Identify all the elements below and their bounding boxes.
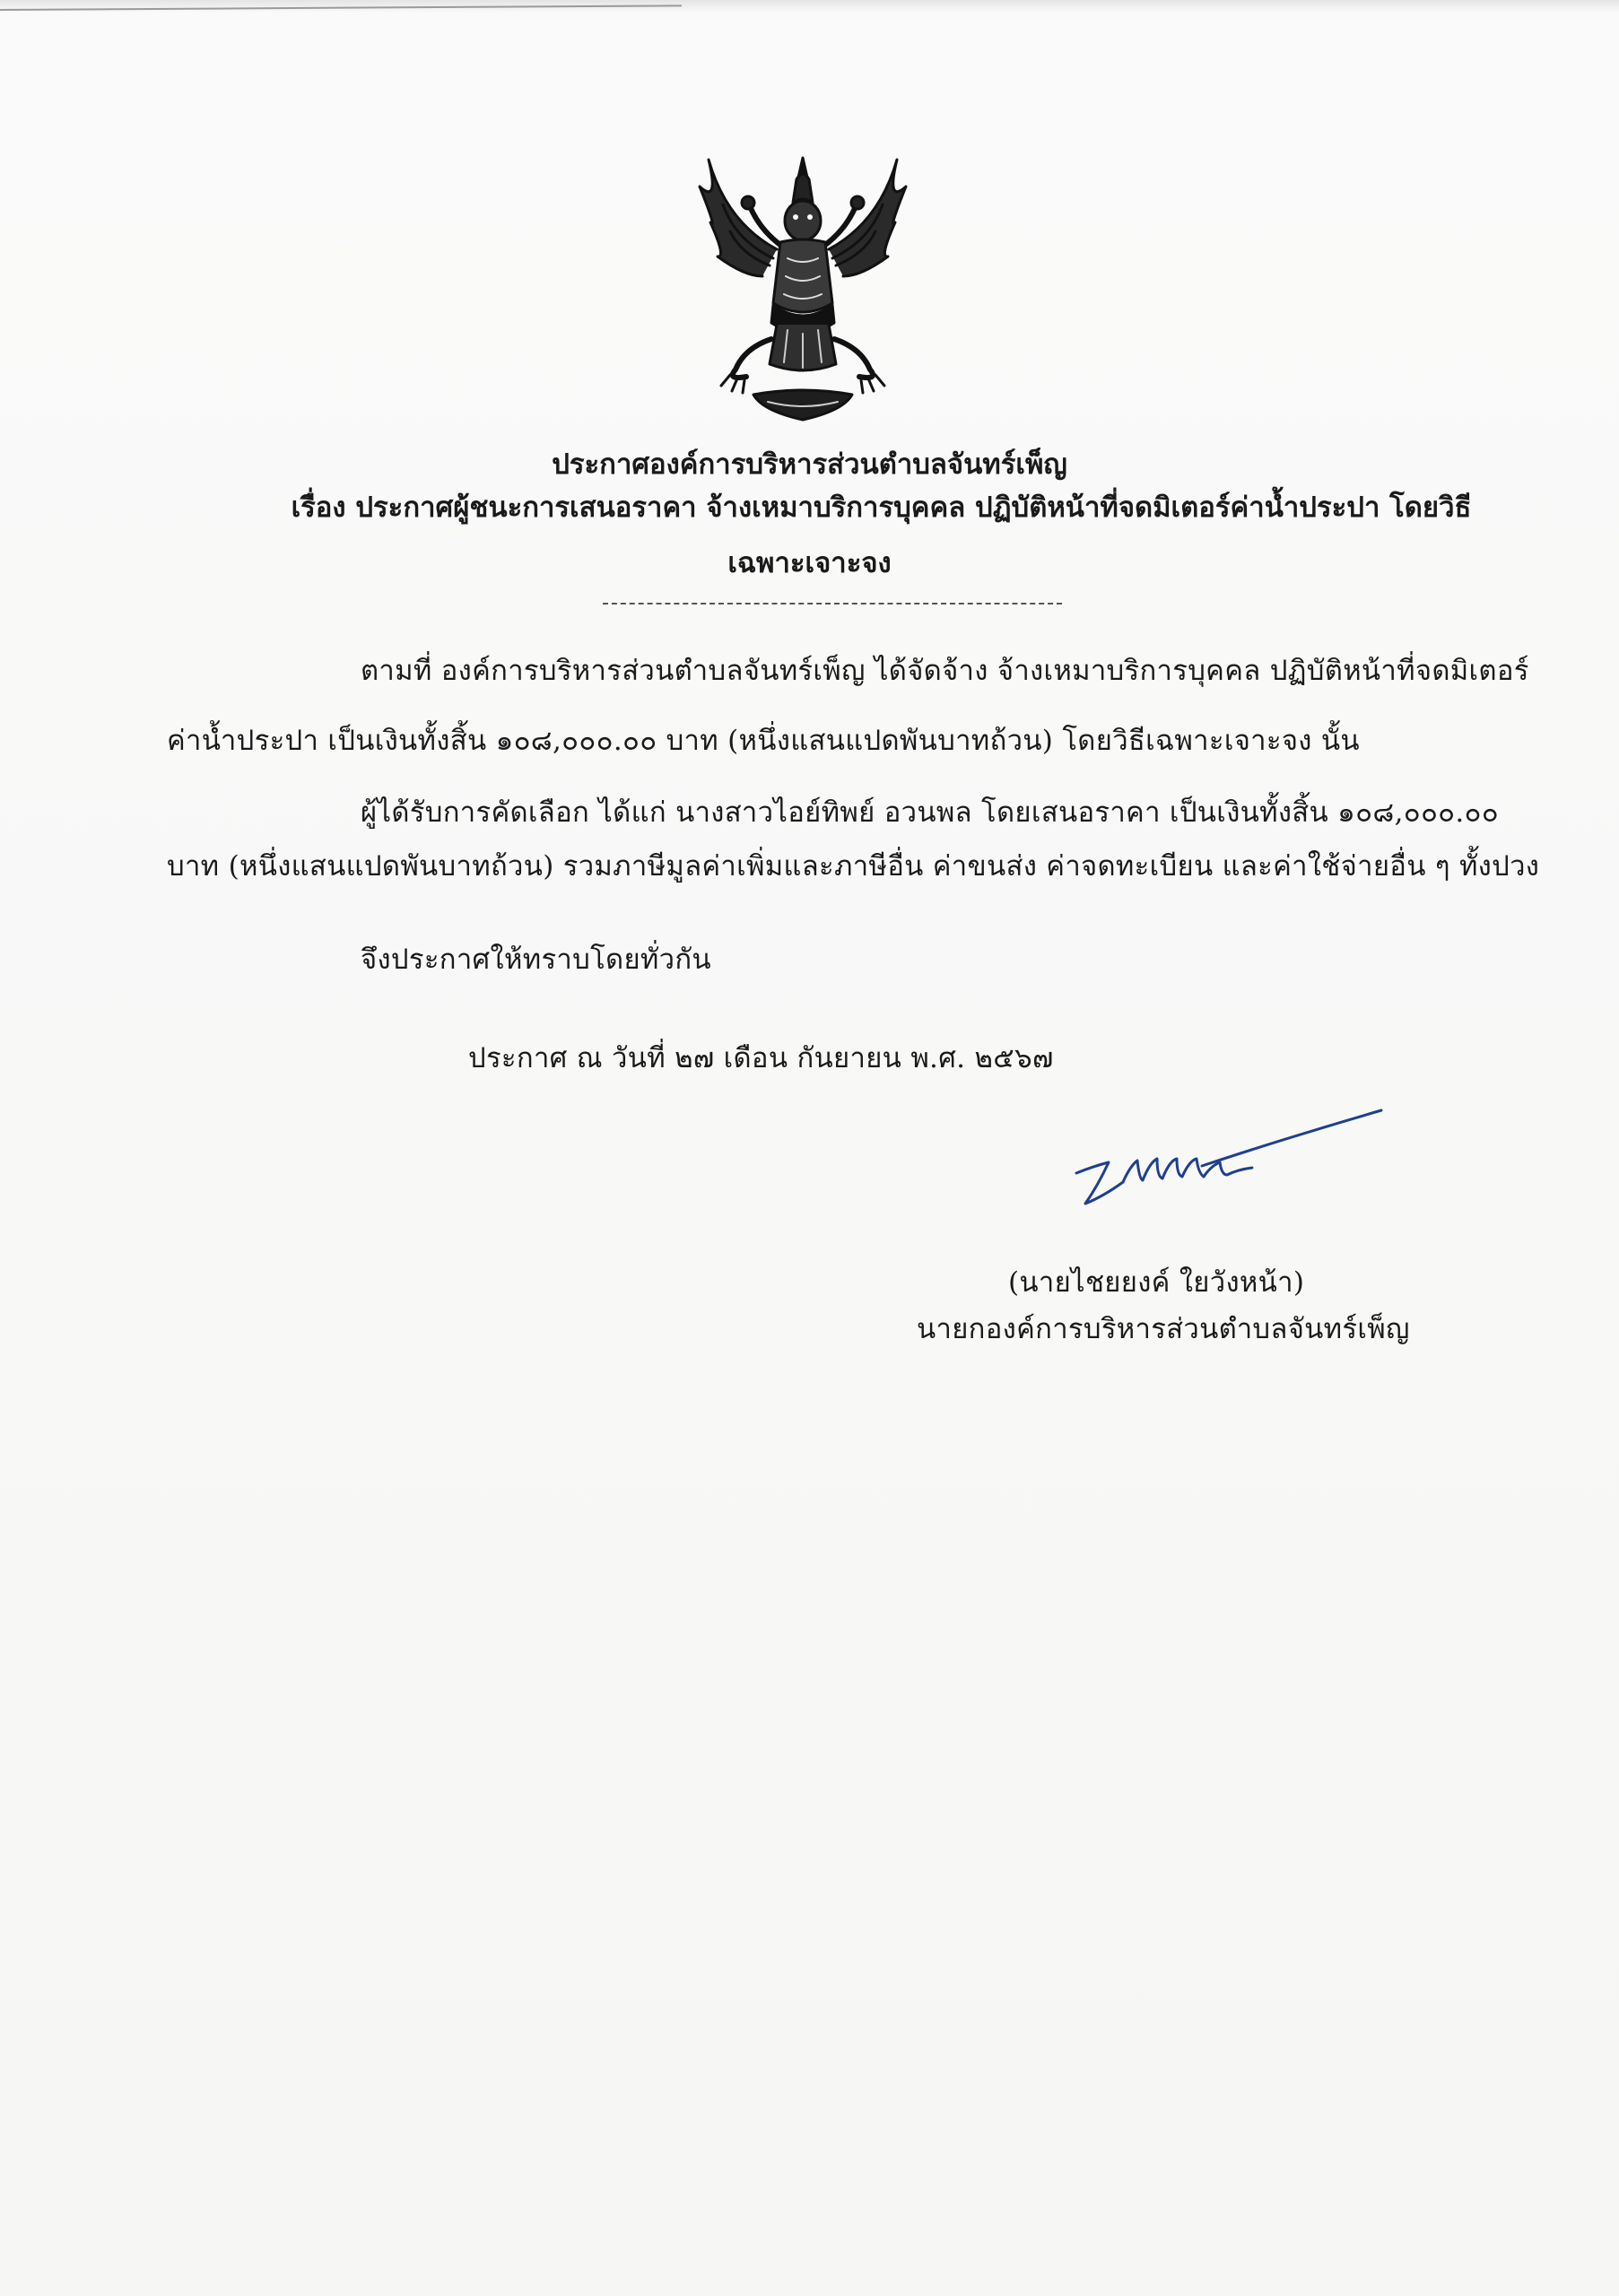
announcement-title: ประกาศองค์การบริหารส่วนตำบลจันทร์เพ็ญ bbox=[552, 448, 1067, 481]
paragraph-1-line-2: ค่าน้ำประปา เป็นเงินทั้งสิ้น ๑๐๘,๐๐๐.๐๐ บาท (หนึ่งแสนแปดพันบาทถ้วน) โดยวิธีเฉพาะเจาะจง นั้น bbox=[167, 725, 1360, 757]
signer-title: นายกองค์การบริหารส่วนตำบลจันทร์เพ็ญ bbox=[917, 1313, 1410, 1345]
paragraph-2-line-1: ผู้ได้รับการคัดเลือก ได้แก่ นางสาวไอย์ทิพย์ อวนพล โดยเสนอราคา เป็นเงินทั้งสิ้น ๑๐๘,๐๐๐.๐๐ bbox=[361, 796, 1499, 829]
subject-line-continued: เฉพาะเจาะจง bbox=[727, 547, 892, 579]
title-divider bbox=[603, 603, 1062, 604]
subject-line: เรื่อง ประกาศผู้ชนะการเสนอราคา จ้างเหมาบริการบุคคล ปฏิบัติหน้าที่จดมิเตอร์ค่าน้ำประปา โดยวิธี bbox=[291, 491, 1472, 524]
paragraph-1-line-1: ตามที่ องค์การบริหารส่วนตำบลจันทร์เพ็ญ ได้จัดจ้าง จ้างเหมาบริการบุคคล ปฏิบัติหน้าที่จดมิเตอร์ bbox=[361, 655, 1529, 687]
garuda-emblem-icon bbox=[691, 151, 915, 429]
signer-name: (นายไชยยงค์ ใยวังหน้า) bbox=[1008, 1266, 1305, 1299]
announcement-date: ประกาศ ณ วันที่ ๒๗ เดือน กันยายน พ.ศ. ๒๕๖๗ bbox=[468, 1042, 1054, 1074]
scan-edge-top bbox=[0, 0, 1619, 13]
closing-statement: จึงประกาศให้ทราบโดยทั่วกัน bbox=[361, 944, 711, 976]
paragraph-2-line-2: บาท (หนึ่งแสนแปดพันบาทถ้วน) รวมภาษีมูลค่าเพิ่มและภาษีอื่น ค่าขนส่ง ค่าจดทะเบียน และค่าใช้จ่ายอื่น ๆ ทั้งปวง bbox=[167, 850, 1540, 883]
handwritten-signature bbox=[1067, 1103, 1390, 1220]
